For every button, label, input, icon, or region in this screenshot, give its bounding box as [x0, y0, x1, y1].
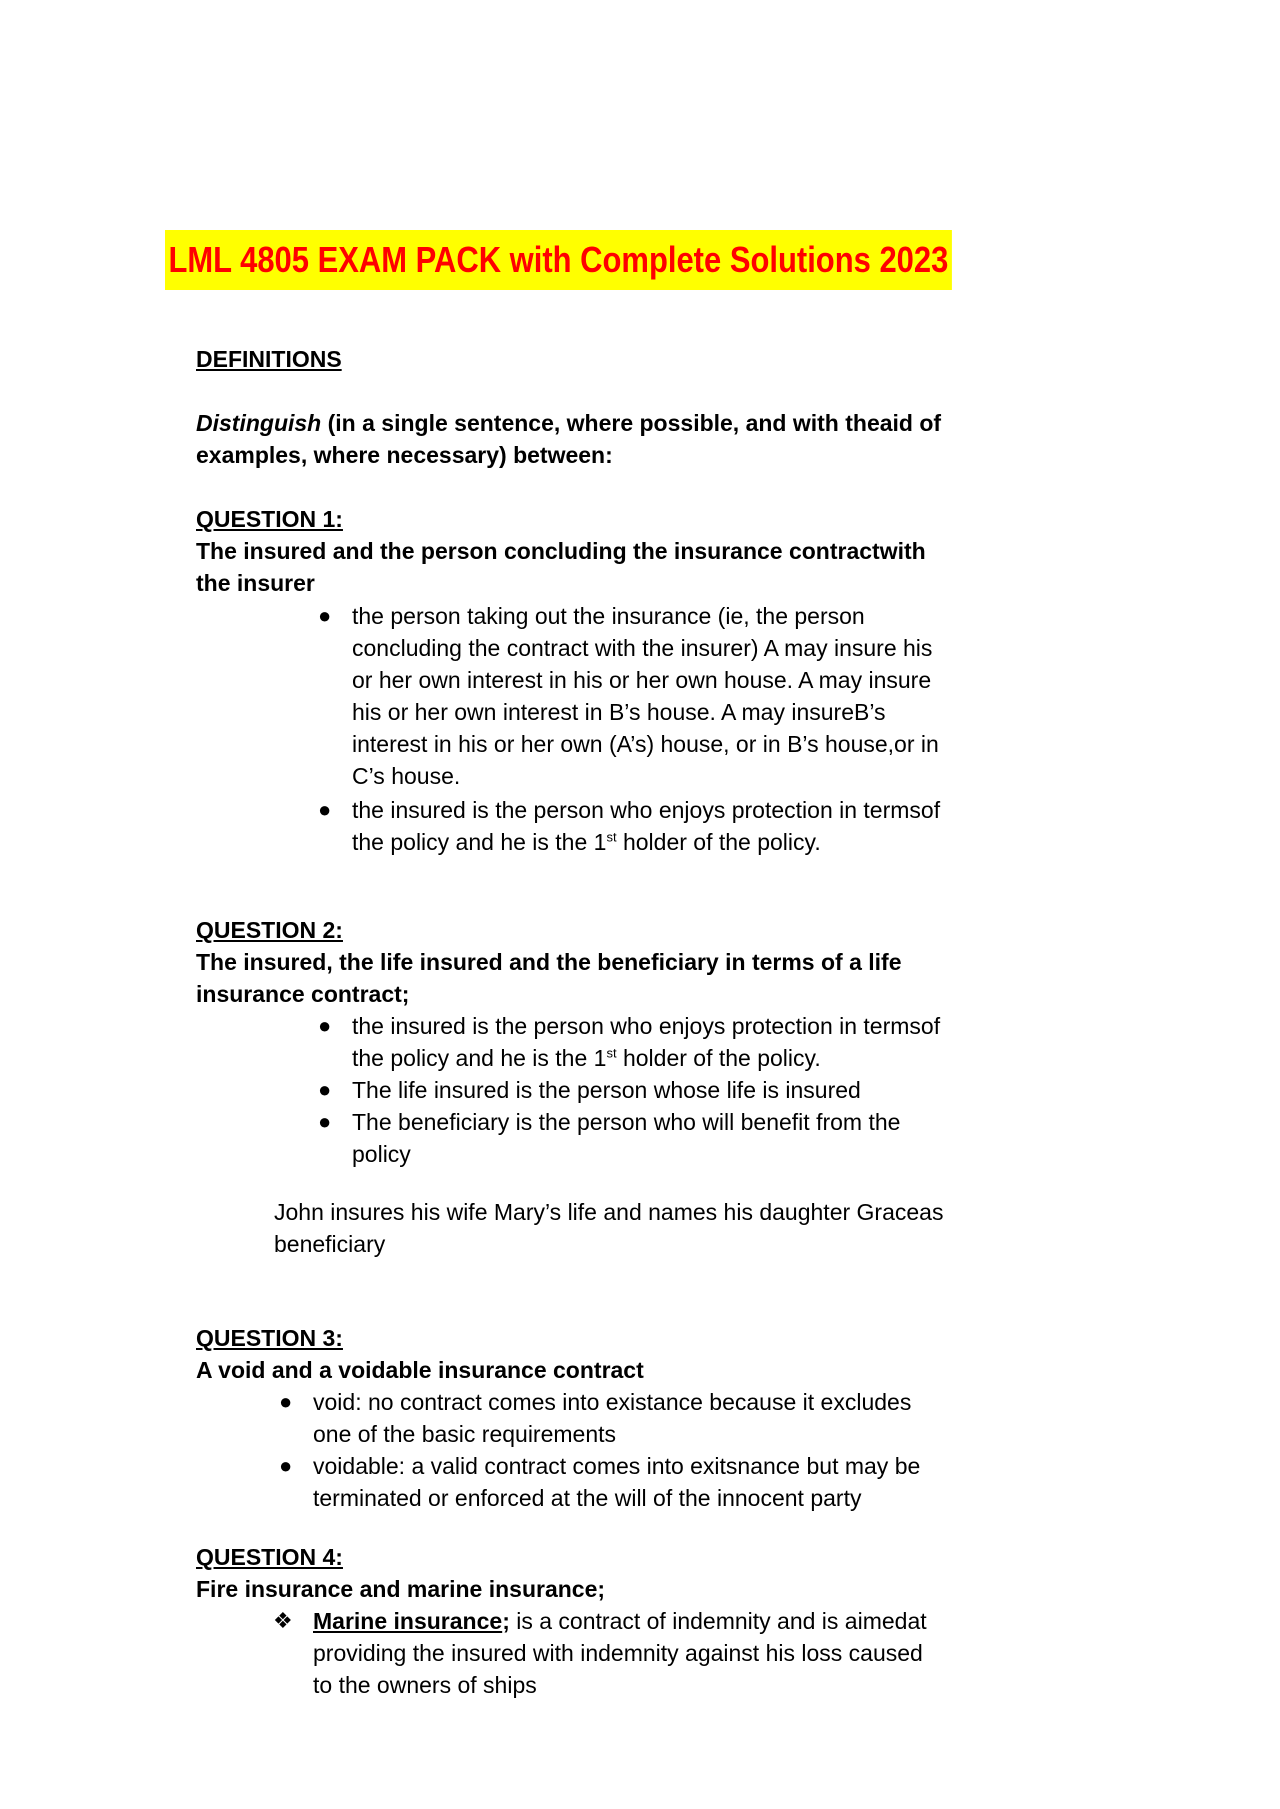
question-2-list [318, 1010, 1072, 1170]
bullet-icon: ● [279, 1453, 293, 1478]
diamond-bullet-icon: ❖ [273, 1608, 293, 1633]
question-3 [196, 1322, 644, 1386]
bullet-icon: ● [318, 603, 332, 628]
question-2-title-line1: The insured, the life insured and the beneficiary in terms of a life [196, 949, 902, 975]
intro-line2: examples, where necessary) between: [196, 442, 613, 468]
list-item: ● the person taking out the insurance (ie, the person concluding the contract with the insurer) A may insure his or her own interest in his or her own house. A may insure his or her own interest in B’s house. A may insureB’s interest in his or her own (A’s) house, or in B’s house,or in C’s house. [352, 600, 1072, 792]
intro-paragraph [196, 407, 941, 471]
definitions-heading: DEFINITIONS [196, 346, 342, 372]
bullet-icon: ● [318, 1013, 332, 1038]
list-item: ● The beneficiary is the person who will benefit from the policy [352, 1106, 1072, 1170]
question-3-title: A void and a voidable insurance contract [196, 1357, 644, 1383]
question-1-title-line2: the insurer [196, 570, 315, 596]
question-1-title-line1: The insured and the person concluding the insurance contractwith [196, 538, 926, 564]
bullet-icon: ● [318, 1109, 332, 1134]
list-item: ● void: no contract comes into existance because it excludes one of the basic requirements [313, 1386, 1073, 1450]
question-2 [196, 914, 902, 1010]
question-4-list [273, 1605, 1073, 1701]
list-item: ● the insured is the person who enjoys protection in termsof the policy and he is the 1st holder of the policy. [352, 1010, 1072, 1074]
question-1-label: QUESTION 1: [196, 506, 343, 532]
list-item: ● voidable: a valid contract comes into exitsnance but may be terminated or enforced at the will of the innocent party [313, 1450, 1073, 1514]
question-4 [196, 1541, 605, 1605]
question-3-list [279, 1386, 1073, 1514]
list-item: ❖ Marine insurance; is a contract of indemnity and is aimedat providing the insured with indemnity against his loss caused to the owners of ships [313, 1605, 1073, 1701]
question-1-list [318, 600, 1072, 858]
question-3-label: QUESTION 3: [196, 1325, 343, 1351]
question-2-title-line2: insurance contract; [196, 981, 410, 1007]
bullet-icon: ● [318, 797, 332, 822]
question-1 [196, 503, 926, 599]
marine-insurance-term: Marine insurance [313, 1608, 503, 1634]
intro-line1: (in a single sentence, where possible, and with theaid of [321, 410, 942, 436]
question-2-example: John insures his wife Mary’s life and names his daughter Graceas beneficiary [274, 1199, 944, 1257]
bullet-icon: ● [279, 1389, 293, 1414]
list-item: ● The life insured is the person whose life is insured [352, 1074, 1072, 1106]
intro-italic: Distinguish [196, 410, 322, 436]
bullet-icon: ● [318, 1077, 332, 1102]
question-4-label: QUESTION 4: [196, 1544, 343, 1570]
document-title: LML 4805 EXAM PACK with Complete Solutions 2023 [165, 230, 952, 290]
list-item: ● the insured is the person who enjoys protection in termsof the policy and he is the 1st holder of the policy. [352, 794, 1072, 858]
question-2-label: QUESTION 2: [196, 917, 343, 943]
question-4-title: Fire insurance and marine insurance; [196, 1576, 606, 1602]
